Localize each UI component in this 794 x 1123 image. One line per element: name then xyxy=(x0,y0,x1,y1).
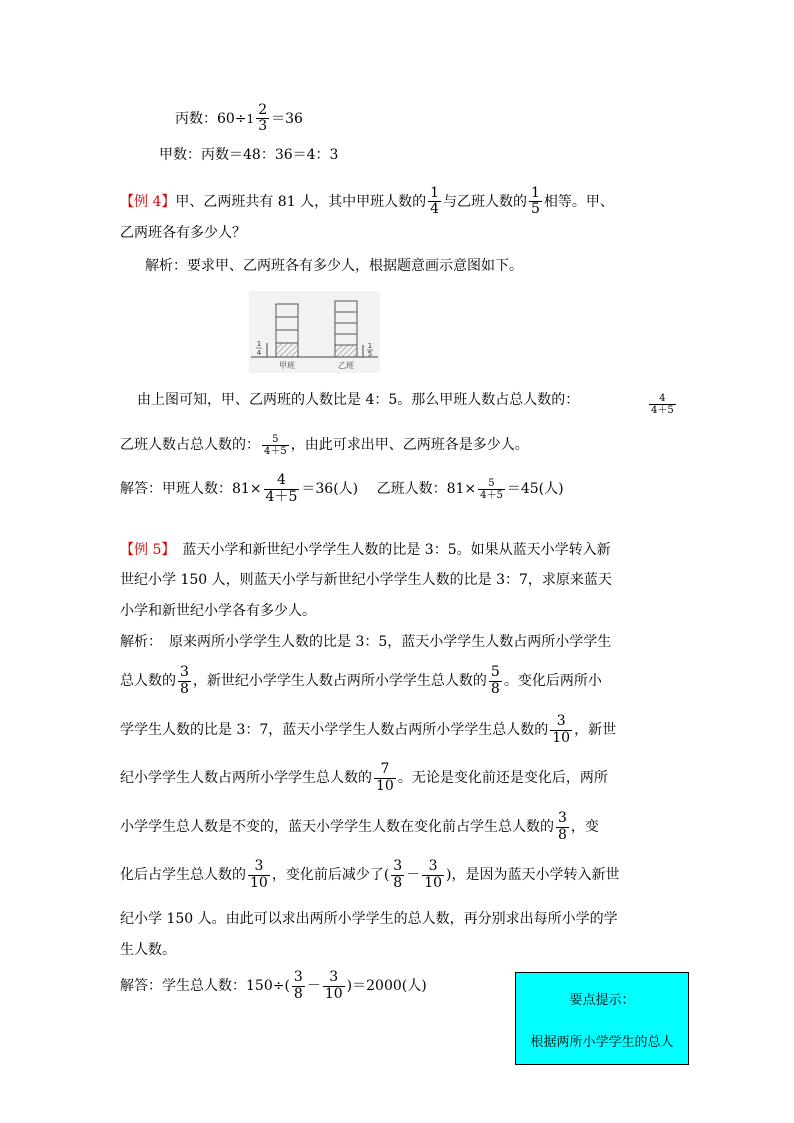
frac-den: 10 xyxy=(424,874,443,891)
fraction-3-10 xyxy=(550,714,572,746)
frac-den: 10 xyxy=(376,777,394,794)
frac-num: 5 xyxy=(490,664,500,681)
ex4-ans-frac1 xyxy=(264,473,300,505)
tip-box xyxy=(515,972,689,1065)
bing-label: 丙数：60÷ xyxy=(175,110,247,127)
fraction-3-10-c xyxy=(422,859,444,891)
right-label: 乙班 xyxy=(338,361,354,370)
fraction-3-8 xyxy=(178,665,191,697)
ex5-line2: 世纪小学 150 人，则蓝天小学与新世纪小学学生人数的比是 3：7，求原来蓝天 xyxy=(120,572,612,588)
ex5-line3: 小学和新世纪小学各有多少人。 xyxy=(120,603,316,619)
frac-num: 5 xyxy=(478,478,505,490)
frac-num: 3 xyxy=(323,970,345,986)
minus-sign: － xyxy=(306,978,321,994)
frac-den: 8 xyxy=(393,874,403,891)
ex4-p1 xyxy=(137,390,579,410)
ex5-l5b: ，新世纪小学学生人数占两所小学学生总人数的 xyxy=(192,673,487,689)
ex4-p2b: ，由此可求出甲、乙两班各是多少人。 xyxy=(290,437,529,453)
ex5-l7b: 。无论是变化前还是变化后，两所 xyxy=(397,770,608,786)
ex5-l5c: 。变化后两所小 xyxy=(503,673,602,689)
frac-num: 3 xyxy=(293,969,303,986)
frac-den: 8 xyxy=(180,680,189,697)
ex4-analysis: 解析：要求甲、乙两班各有多少人，根据题意画示意图如下。 xyxy=(145,258,523,274)
ex5-l8b: ，变 xyxy=(570,819,599,835)
fraction-3-10-d xyxy=(323,970,345,1002)
frac-den: 5 xyxy=(531,201,540,218)
bing-line xyxy=(175,103,303,135)
frac-den: 4＋5 xyxy=(480,489,503,501)
frac-den: 4＋5 xyxy=(264,445,287,457)
right-frac-den: 5 xyxy=(367,350,373,358)
fraction-5-8 xyxy=(489,665,502,697)
ex4-q3: 相等。甲、 xyxy=(543,193,614,210)
ex4-q2: 与乙班人数的 xyxy=(443,193,527,210)
ex5-line6 xyxy=(120,712,616,748)
frac-den: 10 xyxy=(552,729,571,746)
ex5-l1: 蓝天小学和新世纪小学学生人数的比是 3：5。如果从蓝天小学转入新 xyxy=(168,542,611,558)
ex4-ans-b: ＝36(人) 乙班人数：81× xyxy=(301,481,477,497)
ex4-p2-fraction xyxy=(262,434,289,457)
ex5-l9b: ，变化前后减少了( xyxy=(271,867,390,883)
fraction-1-5 xyxy=(529,186,542,218)
ex5-line9 xyxy=(120,857,620,893)
frac-num: 3 xyxy=(550,714,572,730)
ex5-line7 xyxy=(120,760,608,796)
frac-num: 3 xyxy=(180,664,189,681)
ex5-line10: 纪小学 150 人。由此可以求出两所小学学生的总人数，再分别求出每所小学的学 xyxy=(120,911,618,927)
ex4-tag: 【例 4】 xyxy=(120,193,176,210)
tip-title: 要点提示： xyxy=(569,993,635,1008)
ex5-l7a: 纪小学学生人数占两所小学学生总人数的 xyxy=(120,770,372,786)
fraction-3-8-c xyxy=(391,859,404,891)
ex4-p1-text: 由上图可知，甲、乙两班的人数比是 4：5。那么甲班人数占总人数的： xyxy=(137,392,580,408)
left-label: 甲班 xyxy=(279,361,295,370)
left-frac-den: 4 xyxy=(256,349,262,357)
left-frac-num: 1 xyxy=(256,340,262,348)
frac-den: 8 xyxy=(490,680,500,697)
ex4-p2 xyxy=(120,428,529,462)
ex4-question-line1 xyxy=(120,186,614,218)
right-frac-num: 1 xyxy=(367,342,373,350)
frac-den: 8 xyxy=(293,985,303,1002)
fraction-3-8-b xyxy=(556,811,569,843)
class-diagram xyxy=(249,291,380,373)
frac-num: 7 xyxy=(374,762,396,778)
fraction-1-4 xyxy=(428,186,441,218)
ex4-answer xyxy=(120,472,564,506)
ex5-l9a: 化后占学生总人数的 xyxy=(120,867,246,883)
ratio-line: 甲数：丙数＝48：36＝4：3 xyxy=(159,147,339,163)
fraction-3-8-d xyxy=(292,970,305,1002)
frac-den: 10 xyxy=(250,874,268,891)
frac-den: 4＋5 xyxy=(265,488,298,505)
ex4-question-line2: 乙两班各有多少人？ xyxy=(120,225,246,241)
frac-num: 1 xyxy=(531,185,540,201)
ex5-l5a: 总人数的 xyxy=(120,673,176,689)
ex5-line8 xyxy=(120,809,599,845)
fraction-7-10 xyxy=(374,762,396,794)
frac-num: 3 xyxy=(393,858,403,875)
ex4-ans-frac2 xyxy=(478,478,505,501)
ex4-ans-c: ＝45(人) xyxy=(506,481,564,497)
frac-den: 8 xyxy=(558,826,567,843)
ex5-line1 xyxy=(120,540,611,560)
fraction-2-3 xyxy=(256,103,269,135)
frac-num: 3 xyxy=(248,859,270,875)
ex4-q1: 甲、乙两班共有 81 人，其中甲班人数的 xyxy=(175,193,427,210)
ex5-line4: 解析： 原来两所小学学生人数的比是 3：5，蓝天小学学生人数占两所小学学生 xyxy=(120,634,612,650)
ex5-ans-b: )＝2000(人) xyxy=(346,978,427,994)
ex5-l6b: ，新世 xyxy=(574,722,617,738)
frac-num: 3 xyxy=(558,810,567,827)
ex5-l9c: )，是因为蓝天小学转入新世 xyxy=(446,867,620,883)
frac-num: 1 xyxy=(430,185,439,201)
minus-sign: － xyxy=(406,867,421,883)
frac-den: 10 xyxy=(324,985,343,1002)
tip-body: 根据两所小学学生的总人 xyxy=(530,1035,674,1050)
ex5-line11: 生人数。 xyxy=(120,942,176,958)
frac-num: 3 xyxy=(422,859,444,875)
ex5-line5 xyxy=(120,663,602,699)
frac-den: 4 xyxy=(430,201,439,218)
ex4-p2a: 乙班人数占总人数的： xyxy=(120,437,260,453)
mixed-whole: 1 xyxy=(246,111,255,126)
ex5-tag: 【例 5】 xyxy=(120,542,169,558)
fraction-3-10-b xyxy=(248,859,270,891)
frac-den: 4＋5 xyxy=(651,405,674,416)
ex5-answer xyxy=(120,968,427,1004)
ex4-ans-a: 解答：甲班人数：81× xyxy=(120,481,262,497)
frac-num: 4 xyxy=(264,473,300,489)
frac-num: 2 xyxy=(258,102,268,118)
frac-num: 5 xyxy=(262,434,289,446)
mixed-number xyxy=(246,102,272,135)
ex4-p1-fraction xyxy=(649,393,676,416)
frac-num: 4 xyxy=(649,393,676,405)
bing-result: ＝36 xyxy=(271,110,303,127)
frac-den: 3 xyxy=(258,118,268,135)
ex5-ans-a: 解答：学生总人数：150÷( xyxy=(120,978,290,994)
ex5-l6a: 学学生人数的比是 3：7，蓝天小学学生人数占两所小学学生总人数的 xyxy=(120,722,549,738)
ex5-l8a: 小学学生总人数是不变的，蓝天小学学生人数在变化前占学生总人数的 xyxy=(120,819,554,835)
